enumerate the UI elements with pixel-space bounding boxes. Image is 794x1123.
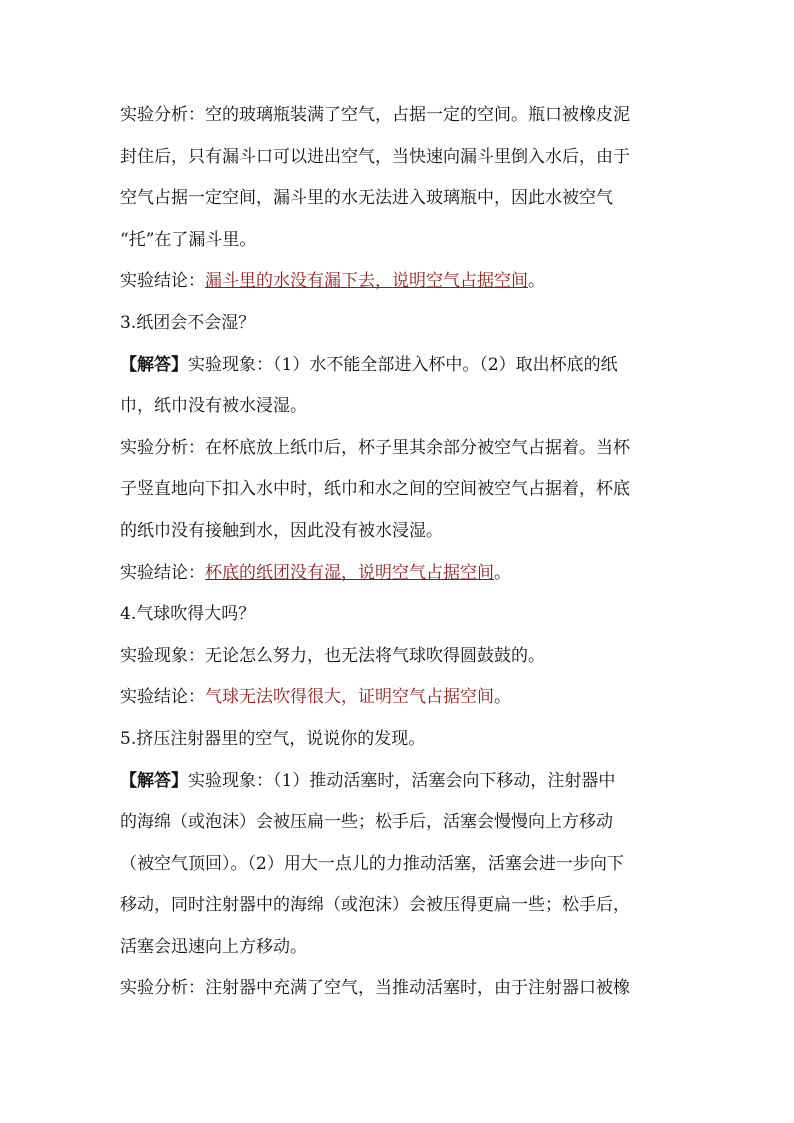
conclusion-label: 实验结论： [120, 271, 205, 292]
question-4: 4.气球吹得大吗？ [120, 604, 256, 625]
conclusion-end: 。 [494, 562, 511, 583]
conclusion-3 [120, 553, 680, 595]
analysis-3-line: 的纸巾没有接触到水，因此没有被水浸湿。 [120, 520, 443, 541]
analysis-1-line: 空气占据一定空间，漏斗里的水无法进入玻璃瓶中，因此水被空气 [120, 188, 613, 209]
analysis-3-line: 实验分析：在杯底放上纸巾后，杯子里其余部分被空气占据着。当杯 [120, 437, 630, 458]
conclusion-end: 。 [494, 687, 511, 708]
answer-3-text: 实验现象：（1）水不能全部进入杯中。（2）取出杯底的纸 [188, 354, 618, 375]
answer-5-text: 实验现象：（1）推动活塞时，活塞会向下移动，注射器中 [188, 770, 616, 791]
analysis-1-line: 实验分析：空的玻璃瓶装满了空气，占据一定的空间。瓶口被橡皮泥 [120, 105, 630, 125]
conclusion-1 [120, 261, 680, 303]
answer-5-line [120, 761, 680, 803]
answer-5-line: 活塞会迅速向上方移动。 [120, 936, 307, 957]
answer-5-line: 的海绵（或泡沫）会被压扁一些；松手后，活塞会慢慢向上方移动 [120, 812, 613, 833]
question-3: 3.纸团会不会湿？ [120, 312, 256, 333]
answer-5-line: （被空气顶回）。（2）用大一点儿的力推动活塞，活塞会进一步向下 [120, 853, 624, 874]
conclusion-answer: 杯底的纸团没有湿，说明空气占据空间 [205, 562, 494, 583]
answer-5-line: 移动，同时注射器中的海绵（或泡沫）会被压得更扁一些；松手后， [120, 895, 630, 916]
question-5: 5.挤压注射器里的空气，说说你的发现。 [120, 728, 426, 749]
conclusion-label: 实验结论： [120, 687, 205, 708]
answer-3-line: 巾，纸巾没有被水浸湿。 [120, 396, 307, 417]
conclusion-answer: 气球无法吹得很大，证明空气占据空间 [205, 687, 494, 708]
conclusion-label: 实验结论： [120, 562, 205, 583]
conclusion-end: 。 [528, 271, 545, 292]
phenomenon-4: 实验现象：无论怎么努力，也无法将气球吹得圆鼓鼓的。 [120, 645, 545, 666]
conclusion-answer: 漏斗里的水没有漏下去，说明空气占据空间 [205, 271, 528, 292]
analysis-1-line: 封住后，只有漏斗口可以进出空气，当快速向漏斗里倒入水后，由于 [120, 146, 630, 167]
analysis-3-line: 子竖直地向下扣入水中时，纸巾和水之间的空间被空气占据着，杯底 [120, 479, 630, 500]
conclusion-4 [120, 677, 680, 719]
document-body [120, 95, 680, 1010]
analysis-5-line: 实验分析：注射器中充满了空气，当推动活塞时，由于注射器口被橡 [120, 978, 630, 999]
answer-3-line [120, 345, 680, 387]
answer-tag: 【解答】 [120, 354, 188, 375]
answer-tag: 【解答】 [120, 770, 188, 791]
analysis-1-line: “托”在了漏斗里。 [120, 229, 257, 250]
